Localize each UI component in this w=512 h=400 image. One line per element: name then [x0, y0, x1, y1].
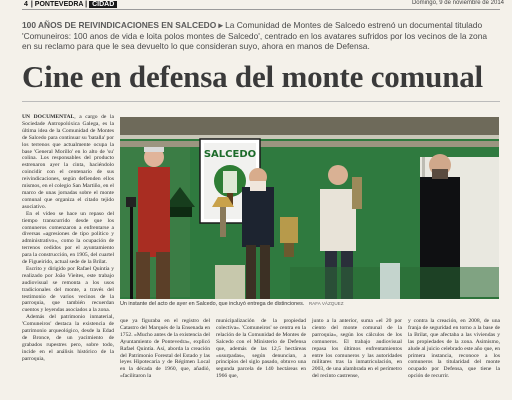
masthead	[0, 0, 512, 9]
photo-credit: RAFA VÁZQUEZ	[308, 301, 344, 306]
lead-paragraph	[22, 20, 498, 52]
photo-caption-text: Un instante del acto de ayer en Salcedo, que incluyó entrega de distinciones.	[120, 301, 305, 307]
lead-body: La Comunidad de Montes de Salcedo estrenó un documental titulado 'Comuneiros: 100 anos de vida e loita polos montes de Salcedo', centrado en los avatares sufridos por los vecinos de la zona en su reclamo para que le sea devuelto lo que consideran suyo, ahora en manos de Defensa.	[22, 20, 488, 52]
article-paragraph: Además del patrimonio inmaterial, 'Comuneiros' destaca la existencia de patrimonio arqueológico, desde la Edad de Bronce, de un yacimiento de grabados rupestres pero, sobre todo, incide en el análisis histórico de la parroquia,	[22, 314, 114, 362]
headline-rule	[22, 101, 500, 102]
headline: Cine en defensa del monte comunal	[22, 59, 483, 94]
article-paragraph-text: , a cargo de la Sociedade Antropolóxica Galega, es la última idea de la Comunidad de Montes de Salcedo para continuar su 'batalla' por los terrenos que actualmente ocupa la base 'General Morillo' en lo alto de 'su' colina. Los responsables del producto estrenaron ayer la cinta, haciéndolo coincidir con el centenario de sus reivindicaciones, según defienden ellos mismos, en el colegio San Martiño, en el marco de unas jornadas sobre el monte comunal que organiza el citado tejido asociativo.	[22, 114, 114, 210]
masthead-rule	[22, 9, 500, 10]
article-column: junto a la anterior, suma «el 20 por ciento del monte comunal de la parroquia», según los cálculos de los comuneros. El trabajo audiovisual repasa los últimos enfrentamientos entre los comuneros y las autoridades militares tras la inmatriculación, en 2003, de una alambrada en el perímetro del recinto castrense,	[312, 318, 402, 380]
article-paragraph	[22, 114, 114, 211]
event-photo	[120, 117, 499, 299]
article-paragraph: En el vídeo se hace un repaso del tiempo transcurrido desde que los comuneros comenzaron a enfrentarse a diversas «agresiones de tipo político y administrativo», como la ocupación de terrenos cedidos por el ayuntamiento para la construcción, en 1905, del cuartel de Figueirido, actual sede de la Brilat.	[22, 210, 114, 266]
article-dropcaps: UN DOCUMENTAL	[22, 114, 75, 120]
article-paragraph: Escrito y dirigido por Rafael Quintía y realizado por João Vieites, este trabajo audiovisual se remonta a los usos tradicionales del monte, a través del testimonio de varios vecinos de la parroquia, que también recuerdan cuentos y leyendas asociados a la zona.	[22, 265, 114, 314]
left-column	[22, 114, 114, 363]
article-column: y contra la creación, en 2008, de una franja de seguridad en torno a la base de la Brilat, que afectaba a las viviendas y las propiedades de la zona. Asimismo, alude al juicio celebrado este año que, en primera instancia, reconoce a los comuneros la titularidad del monte ocupado por Defensa, que tiene la opción de recurrir.	[408, 318, 500, 380]
photo-caption	[120, 301, 499, 307]
lead-kicker-arrow: ▸	[218, 20, 223, 30]
section-name: | PONTEVEDRA |	[30, 1, 88, 8]
issue-date: Domingo, 9 de noviembre de 2014	[411, 0, 504, 6]
page-number: 4	[24, 1, 28, 8]
section-label: CIDAD	[89, 1, 117, 8]
article-lower-columns	[120, 318, 500, 398]
photo-banner-text: SALCEDO	[203, 149, 257, 160]
lead-kicker: 100 AÑOS DE REIVINDICACIONES EN SALCEDO	[22, 20, 217, 30]
article-column: que ya figuraba en el registro del Catastro del Marqués de la Ensenada en 1752. «Mucho antes de la existencia del Ayuntamiento de Pontevedra», explicó Rafael Quintía. Así, aborda la creación del Patrimonio Forestal del Estado y las leyes Hipotecaria y de Régimen Local en la década de 1960, que, añadió, «facilitaron la	[120, 318, 210, 380]
event-photo-illustration	[120, 117, 499, 299]
article-column: municipalización de la propiedad colectiva». 'Comuneiros' se centra en la relación de la Comunidad de Montes de Salcedo con el Ministerio de Defensa que, además de las 12,5 hectáreas «usurpadas», según denuncian, a principios del siglo pasado, obtuvo una segunda parcela de 140 hectáreas en 1966 que,	[216, 318, 306, 380]
